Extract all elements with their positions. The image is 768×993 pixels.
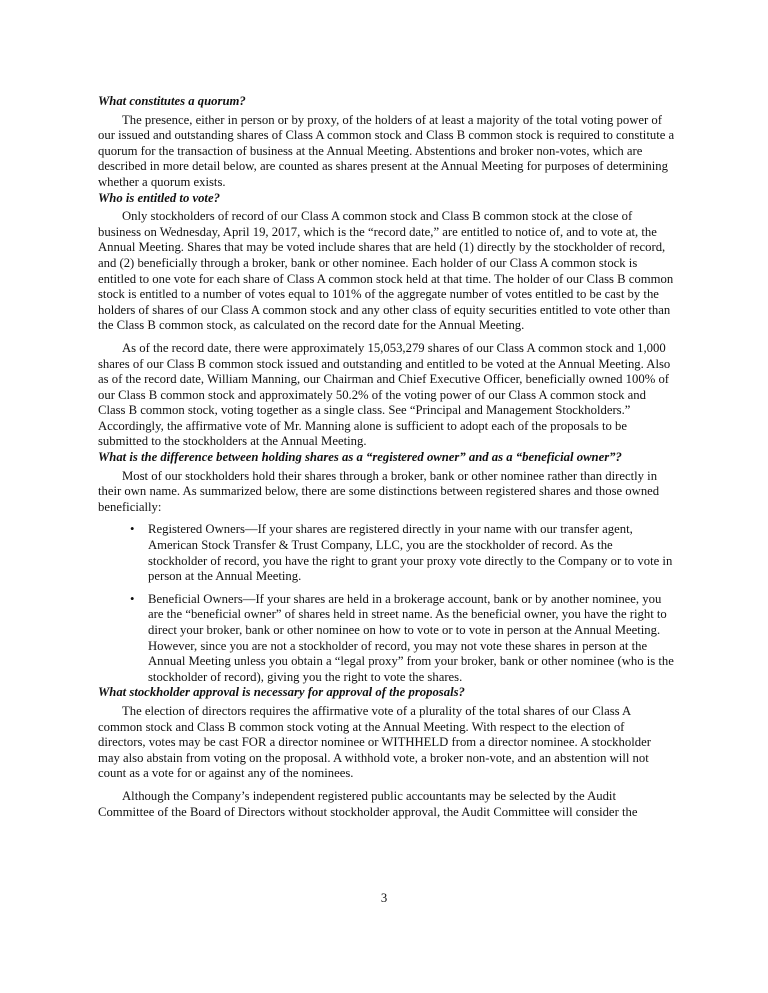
text-line: count as a vote for or against any of the nominees. bbox=[98, 766, 354, 781]
text-line: stockholder of record), giving you the right to vote the shares. bbox=[148, 669, 463, 684]
text-line: beneficially: bbox=[98, 499, 162, 514]
text-line: as of the record date, William Manning, our Chairman and Chief Executive Officer, beneficially owned 100% of bbox=[98, 372, 670, 387]
text-line: stock is entitled to a number of votes equal to 101% of the aggregate number of votes entitled to be cast by the bbox=[98, 287, 659, 302]
text-line: common stock and Class B common stock voting at the Annual Meeting. With respect to the election of bbox=[98, 719, 625, 734]
text-line: our Class B common stock and approximately 50.2% of the voting power of our Class A common stock and bbox=[98, 387, 646, 402]
text-line: Most of our stockholders hold their shares through a broker, bank or other nominee rather than directly in bbox=[122, 468, 658, 483]
text-line: Accordingly, the affirmative vote of Mr. Manning alone is sufficient to adopt each of the proposals to be bbox=[98, 418, 627, 433]
text-line: Although the Company’s independent registered public accountants may be selected by the Audit bbox=[122, 788, 616, 803]
document-body bbox=[98, 94, 688, 820]
text-line: the Class B common stock, as calculated on the record date for the Annual Meeting. bbox=[98, 318, 525, 333]
bullet-item bbox=[98, 592, 688, 686]
text-line: The presence, either in person or by proxy, of the holders of at least a majority of the total voting power of bbox=[122, 112, 662, 127]
text-line: may also abstain from voting on the proposal. A withhold vote, a broker non-vote, and an abstention will not bbox=[98, 750, 649, 765]
text-line: directors, votes may be cast FOR a director nominee or WITHHELD from a director nominee. A stockholder bbox=[98, 735, 651, 750]
bullet-marker: • bbox=[130, 591, 135, 606]
text-line: Only stockholders of record of our Class A common stock and Class B common stock at the close of bbox=[122, 209, 633, 224]
text-line: their own name. As summarized below, there are some distinctions between registered shares and those owned bbox=[98, 484, 660, 499]
section bbox=[98, 191, 688, 451]
paragraph bbox=[98, 469, 688, 516]
text-line: business on Wednesday, April 19, 2017, which is the “record date,” are entitled to notice of, and to vote at, the bbox=[98, 224, 657, 239]
paragraph bbox=[98, 209, 688, 334]
text-line: holders of shares of our Class A common stock and any other class of equity securities entitled to vote other than bbox=[98, 302, 671, 317]
bullet-marker: • bbox=[130, 522, 135, 537]
text-line: are the “beneficial owner” of shares held in street name. As the beneficial owner, you have the right to bbox=[148, 607, 667, 622]
text-line: stockholder of record, you have the right to grant your proxy vote directly to the Company or to vote in bbox=[148, 553, 673, 568]
text-line: Annual Meeting. Shares that may be voted include shares that are held (1) directly by the stockholder of record, bbox=[98, 240, 666, 255]
text-line: direct your broker, bank or other nominee on how to vote or to vote in person at the Annual Meeting. bbox=[148, 623, 661, 637]
text-line: submitted to the stockholders at the Annual Meeting. bbox=[98, 434, 367, 449]
text-line: Class B common stock, voting together as a single class. See “Principal and Management Stockholders.” bbox=[98, 403, 631, 418]
text-line: American Stock Transfer & Trust Company, LLC, you are the stockholder of record. As the bbox=[148, 538, 613, 553]
text-line: described in more detail below, are counted as shares present at the Annual Meeting for purposes of determining bbox=[98, 159, 668, 174]
text-line: However, since you are not a stockholder of record, you may not vote these shares in person at the bbox=[148, 638, 648, 653]
section bbox=[98, 685, 688, 820]
section bbox=[98, 94, 688, 191]
section-heading: What is the difference between holding shares as a “registered owner” and as a “beneficial owner”? bbox=[98, 450, 622, 465]
text-line: entitled to one vote for each share of Class A common stock held at that time. The holder of our Class B common bbox=[98, 271, 674, 286]
text-line: person at the Annual Meeting. bbox=[148, 569, 302, 584]
section bbox=[98, 450, 688, 685]
text-line: Committee of the Board of Directors without stockholder approval, the Audit Committee will consider the bbox=[98, 804, 638, 819]
text-line: shares of our Class B common stock issued and outstanding and entitled to be voted at the Annual Meeting. Also bbox=[98, 356, 671, 371]
section-heading: Who is entitled to vote? bbox=[98, 190, 220, 205]
text-line: quorum for the transaction of business at the Annual Meeting. Abstentions and broker non-votes, which are bbox=[98, 143, 643, 158]
page-number: 3 bbox=[380, 891, 388, 905]
text-line: whether a quorum exists. bbox=[98, 174, 226, 189]
text-line: As of the record date, there were approximately 15,053,279 shares of our Class A common stock and 1,000 bbox=[122, 340, 666, 355]
bullet-item bbox=[98, 522, 688, 584]
paragraph bbox=[98, 113, 688, 191]
paragraph bbox=[98, 789, 688, 820]
paragraph bbox=[98, 341, 688, 450]
text-line: our issued and outstanding shares of Class A common stock and Class B common stock is required to constitute a bbox=[98, 128, 675, 143]
section-heading: What constitutes a quorum? bbox=[98, 94, 246, 108]
text-line: The election of directors requires the affirmative vote of a plurality of the total shares of our Class A bbox=[122, 703, 632, 718]
text-line: Annual Meeting unless you obtain a “legal proxy” from your broker, bank or other nominee (who is the bbox=[148, 654, 674, 669]
text-line: Beneficial Owners—If your shares are held in a brokerage account, bank or by another nominee, you bbox=[148, 591, 662, 606]
text-line: Registered Owners—If your shares are registered directly in your name with our transfer agent, bbox=[148, 522, 633, 537]
paragraph bbox=[98, 704, 688, 782]
text-line: and (2) beneficially through a broker, bank or other nominee. Each holder of our Class A common stock is bbox=[98, 255, 638, 270]
section-heading: What stockholder approval is necessary for approval of the proposals? bbox=[98, 685, 465, 700]
